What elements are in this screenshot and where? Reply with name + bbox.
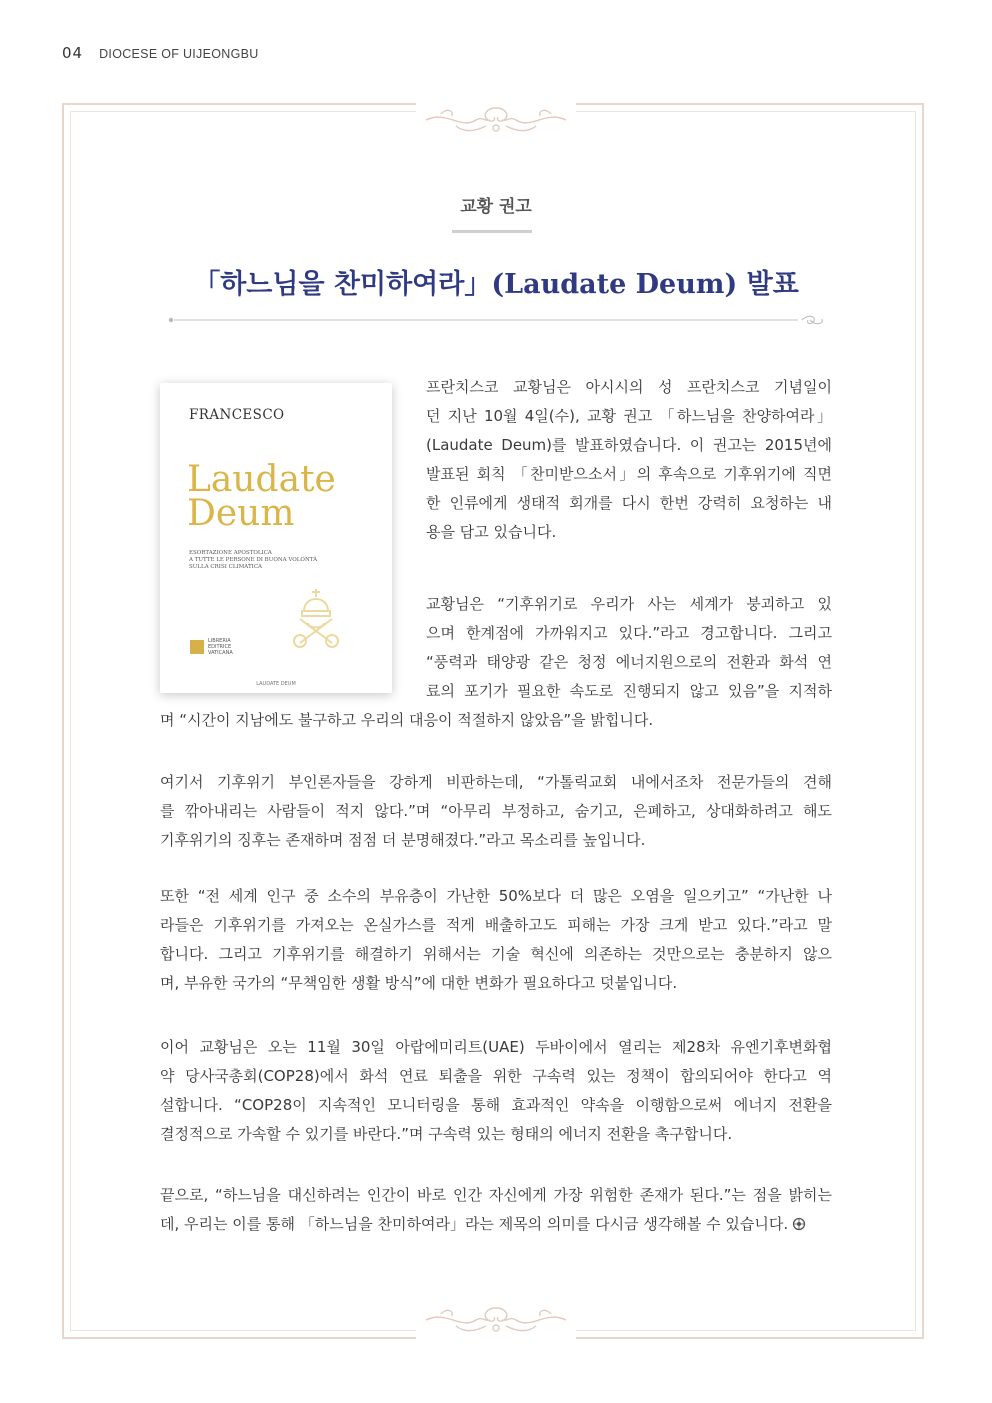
paragraph-1 (426, 373, 832, 547)
text-line-content: 데, 우리는 이를 통해 「하느님을 찬미하여라」라는 제목의 의미를 다시금 생각해볼 수 있습니다. (160, 1215, 789, 1233)
papal-emblem-icon (286, 583, 346, 649)
book-publisher (190, 638, 248, 656)
text-line: 발표된 회칙 「찬미받으소서」의 후속으로 기후위기에 직면 (426, 465, 832, 483)
article-title: 「하느님을 찬미하여라」(Laudate Deum) 발표 (193, 269, 799, 300)
kicker-underline (452, 230, 532, 233)
text-line: 며, 부유한 국가의 “무책임한 생활 방식”에 대한 변화가 필요하다고 덧붙입니다. (160, 974, 678, 992)
book-title-line: Deum (187, 493, 295, 534)
book-author: FRANCESCO (189, 407, 285, 423)
text-line: 합니다. 그리고 기후위기를 해결하기 위해서는 기술 혁신에 의존하는 것만으로는 충분하지 않으 (160, 945, 832, 963)
text-line: “풍력과 태양광 같은 청정 에너지원으로의 전환과 화석 연 (426, 653, 832, 671)
text-line: 한 인류에게 생태적 회개를 다시 한번 강력히 요청하는 내 (426, 494, 832, 512)
book-subtitle-line: A TUTTE LE PERSONE DI BUONA VOLONTÀ (189, 557, 318, 563)
text-line: 으며 한계점에 가까워지고 있다.”라고 경고합니다. 그리고 (426, 624, 832, 642)
page-header (62, 44, 259, 62)
text-line: 끝으로, “하느님을 대신하려는 인간이 바로 인간 자신에게 가장 위험한 존재가 된다.”는 점을 밝히는 (160, 1186, 832, 1204)
text-line: 라들은 기후위기를 가져오는 온실가스를 적게 배출하고도 피해는 가장 크게 받고 있다.”라고 말 (160, 916, 832, 934)
flourish-ornament-top-icon (416, 100, 576, 140)
book-title-line: Laudate (187, 459, 336, 500)
paragraph-4 (160, 882, 832, 998)
text-line: 며 “시간이 지남에도 불구하고 우리의 대응이 적절하지 않았음”을 밝힙니다. (160, 711, 654, 729)
publisher-name (208, 638, 248, 656)
book-subtitle-line: ESORTAZIONE APOSTOLICA (189, 550, 272, 556)
text-line: 프란치스코 교황님은 아시시의 성 프란치스코 기념일이 (426, 378, 832, 396)
book-footer: LAUDATE DEUM (256, 681, 296, 687)
flourish-ornament-bottom-icon (416, 1300, 576, 1340)
book-subtitle-line: SULLA CRISI CLIMATICA (189, 564, 262, 570)
publisher-line: LIBRERIA (208, 638, 231, 644)
text-line: 또한 “전 세계 인구 중 소수의 부유층이 가난한 50%보다 더 많은 오염을 일으키고” “가난한 나 (160, 887, 832, 905)
text-line: 교황님은 “기후위기로 우리가 사는 세계가 붕괴하고 있 (426, 595, 832, 613)
text-line: 기후위기의 징후는 존재하며 점점 더 분명해졌다.”라고 목소리를 높입니다. (160, 831, 646, 849)
text-line: 결정적으로 가속할 수 있기를 바란다.”며 구속력 있는 형태의 에너지 전환을 촉구합니다. (160, 1125, 733, 1143)
text-line: (Laudate Deum)를 발표하였습니다. 이 권고는 2015년에 (426, 436, 832, 454)
publisher-line: VATICANA (208, 650, 233, 656)
publisher-logo-icon (190, 640, 204, 654)
paragraph-2-continued (160, 706, 832, 735)
section-kicker: 교황 권고 (460, 197, 532, 217)
paragraph-3 (160, 768, 832, 855)
text-line (160, 1210, 832, 1239)
text-line: 약 당사국총회(COP28)에서 화석 연료 퇴출을 위한 구속력 있는 정책이 합의되어야 한다고 역 (160, 1067, 832, 1085)
text-line: 던 지난 10월 4일(수), 교황 권고 「하느님을 찬양하여라」 (426, 407, 832, 425)
text-line: 설합니다. “COP28이 지속적인 모니터링을 통해 효과적인 약속을 이행함으로써 에너지 전환을 (160, 1096, 832, 1114)
book-title (187, 459, 336, 534)
text-line: 를 깎아내리는 사람들이 적지 않다.”며 “아무리 부정하고, 숨기고, 은폐하고, 상대화하려고 해도 (160, 802, 832, 820)
text-line: 료의 포기가 필요한 속도로 진행되지 않고 있음”을 지적하 (426, 682, 832, 700)
paragraph-6 (160, 1181, 832, 1239)
text-line: 이어 교황님은 오는 11월 30일 아랍에미리트(UAE) 두바이에서 열리는 제28차 유엔기후변화협 (160, 1038, 832, 1056)
end-mark-icon (792, 1217, 806, 1231)
text-line: 여기서 기후위기 부인론자들을 강하게 비판하는데, “가톨릭교회 내에서조차 전문가들의 견해 (160, 773, 832, 791)
page-number: 04 (62, 44, 84, 62)
book-subtitle (189, 550, 379, 571)
publication-name: DIOCESE OF UIJEONGBU (99, 47, 259, 61)
book-cover-image (160, 383, 392, 693)
paragraph-2 (426, 590, 832, 706)
title-divider (168, 312, 828, 328)
publisher-line: EDITRICE (208, 644, 232, 650)
text-line: 용을 담고 있습니다. (426, 523, 557, 541)
paragraph-5 (160, 1033, 832, 1149)
